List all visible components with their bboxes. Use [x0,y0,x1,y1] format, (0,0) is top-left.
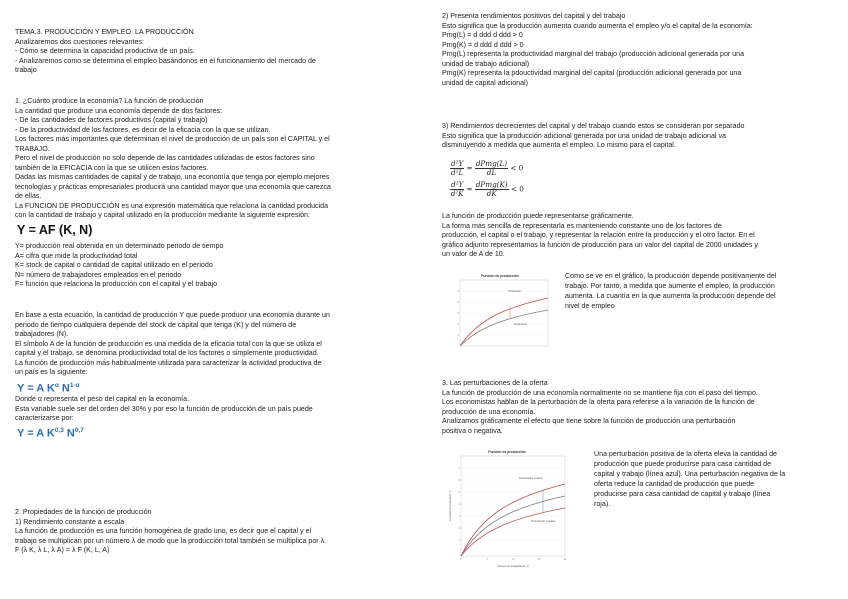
s2b-line: Esto significa que la producción aumenta cuando aumenta el empleo y/o el capital de la economía: [442,21,753,30]
svg-text:5: 5 [457,290,459,293]
supply-shock-chart [445,446,570,571]
graph-line: producción, el capital o el trabajo, y representar la relación entre la producción y el otro factor. En el [442,231,755,239]
svg-text:3: 3 [457,312,459,315]
para-line: caracterizarse por: [15,414,74,422]
graph-line: La forma más sencilla de representarla es manteniendo constante uno de los factores de [442,221,722,230]
svg-text:15: 15 [537,558,541,561]
chart-title: Función de producción [488,450,526,454]
chart1-caption-line: nivel de empleo [565,302,615,310]
para-line: capital y el trabajo. se denomina productividad total de los factores o simplemente productividad. [15,349,319,357]
svg-text:6: 6 [458,479,460,482]
s2b-line: Pmg(K) representa la pdouctividad marginal del capital (producción adicional generada por una [442,69,742,77]
s1-line: Dadas las mismas cantidades de capital y de trabajo, una economía que tenga por ejemplo mejores [15,173,330,181]
chart-label: Producción [508,290,521,293]
s4-line: producción de una economía. [442,407,536,416]
chart1-caption-line: Como se ve en el gráfico, la producción depende positivamente del [565,272,777,280]
curve-red [457,298,548,346]
section-2b-title: 2) Presenta rendimientos positivos del capital y del trabajo [442,12,626,20]
s3-line: Esto significa que la producción adicional generada por una unidad de trabajo adicional va [442,131,726,140]
para-line: En base a esta ecuación, la cantidad de producción Y que puede producir una economía durante un [15,311,330,319]
doc-title: TEMA.3. PRODUCCIÓN Y EMPLEO. LA PRODUCCIÓN [15,28,194,36]
svg-text:5: 5 [486,558,488,561]
para-line: La función de producción más habitualmente utilizada para caracterizar la actividad productiva de [15,358,322,367]
s1-line: tecnologías y prácticas empresariales producirá una cantidad mayor que una economía que carezca [15,182,331,191]
chart1-caption-line: trabajo. Por tanto, a medida que aumente el empleo, la producción [565,282,775,290]
graph-line: La función de producción puede representarse gráficamente. [442,212,634,220]
chart-label: Perturbación positiva [519,477,543,480]
chart2-caption-line: producción que puede producirse para casa cantidad de [594,460,772,468]
s4-line: La función de producción de una economía normalmente no se mantiene fija con el paso del tiempo. [442,388,758,397]
svg-text:20: 20 [563,558,567,561]
para-line: un país es la siguiente: [15,368,88,376]
svg-text:1: 1 [458,539,460,542]
s1-line: Pero el nivel de producción no solo depende de las cantidades utilizadas de estos factores sino [15,154,315,162]
s1-line: Los factores más importantes que determinan el nivel de producción de un país son el CAPITAL y el [15,135,330,143]
s1-line: también de la EFICACIA con la que se utilicen estos factores. [15,163,209,172]
definition-line: K= stock de capital o cantidad de capital utilizado en el periodo [15,261,213,269]
s4-line: Los economistas hablan de la perturbación de la oferta para referirse a la variación de la función de [442,398,755,406]
second-derivative-capital: $\frac{\text{d²Y}}{\text{d²K}}$ = $\frac{\text{dPmg(K)}}{dK}$ < 0 [450,180,524,198]
svg-text:7: 7 [458,467,460,470]
s2-line: F (λ K, λ L, λ A) = λ F (K, L, A) [15,546,110,554]
para-line: trabajadores (N). [15,330,69,338]
intro-line: - Cómo se determina la capacidad productiva de un país. [15,47,195,55]
s1-line: de ellas. [15,192,42,200]
svg-text:5: 5 [458,491,460,494]
intro-line: - Analizaremos como se determina el empleo basándonos en el funcionamiento del mercado de [15,56,316,65]
s1-line: La cantidad que produce una economía depende de dos factores: [15,106,223,115]
chart-title: Función de producción [481,274,519,278]
graph-line: gráfico adjunto representamos la función de producción para un valor del capital de 2000 unidades y [442,240,758,249]
second-derivative-labour: $\frac{\text{d²Y}}{\text{d²L}}$ = $\frac{\text{dPmg(L)}}{dL}$ < 0 [450,159,524,177]
svg-text:4: 4 [457,301,459,304]
intro-line: Analizaremos dos cuestiones relevantes: [15,37,144,46]
curve-base [458,496,565,556]
definition-line: A= cifra que mide la productividad total [15,251,138,260]
definition-line: Y= producción real obtenida en un determinado periodo de tiempo [15,242,224,250]
production-function-chart [448,270,553,355]
svg-text:1: 1 [457,334,459,337]
x-axis-label: Número de trabajadores, N [497,565,529,568]
section-3-title: 3) Rendimientos decrecientes del capital y del trabajo cuando estos se consideran por separado [442,122,745,130]
s1-line: con la cantidad de trabajo y capital utilizado en la producción mediante la siguiente expresión: [15,211,310,219]
section-2-title: 2. Propiedades de la función de producción [15,508,152,516]
graph-line: un valor de A de 10. [442,250,505,258]
para-line: El símbolo A de la función de producción es una medida de la eficacia total con la que se utiliza el [15,339,322,348]
svg-text:2: 2 [458,527,460,530]
s1-line: TRABAJO. [15,144,50,153]
s2b-line: unidad de capital adicional) [442,78,528,87]
svg-text:0: 0 [460,558,462,561]
chart1-caption-line: aumenta. La cuantía en la que aumenta la producción depende del [565,292,776,300]
para-line: Esta variable suele ser del orden del 30% y por eso la función de producción de un país puede [15,404,313,413]
formula-production: Y = AF (K, N) [17,223,93,237]
s2b-line: Pmg(L) = d ddd d ddd > 0 [442,31,523,39]
s1-line: - De la productividad de los factores, es decir de la eficacia con la que se utilizan. [15,125,271,134]
curve-negative-shock [458,508,565,556]
chart2-caption-line: oferta reduce la cantidad de producción que puede [594,480,755,488]
para-line: Donde α representa el peso del capital en la economía. [15,395,190,403]
s1-line: La FUNCION DE PRODUCCIÓN es una expresión matemática que relaciona la cantidad producida [15,201,329,210]
curve-grey [457,310,548,346]
svg-text:10: 10 [511,558,515,561]
chart-label: Perturbación negativa [531,520,556,523]
s2b-line: Pmg(L) representa la productividad marginal del trabajo (producción adicional generada por una [442,50,745,58]
s2b-line: unidad de trabajo adicional) [442,59,530,68]
s2-line: 1) Rendimiento constante a escala [15,517,125,526]
chart-label: Producción [514,323,527,326]
chart2-caption-line: producirse para casa cantidad de capital y trabajo (línea [594,490,771,498]
formula-cobb-douglas: Y = A $K^\alpha$ $N^{1-\alpha}$ [17,382,80,395]
definition-line: N= número de trabajadores empleados en el periodo [15,270,182,279]
chart2-caption-line: roja). [594,500,611,508]
s4-line: positiva o negativa. [442,426,503,435]
definition-line: F= función que relaciona la producción con el capital y el trabajo [15,280,218,288]
svg-text:2: 2 [457,323,459,326]
s1-line: - De las cantidades de factores productivos (capital y trabajo) [15,116,208,124]
s2b-line: Pmg(K) = d ddd d ddd > 0 [442,40,524,49]
s4-line: Analizamos gráficamente el efecto que tiene sobre la función de producción una perturbación [442,417,736,425]
formula-cobb-douglas-numeric: Y = A K$^{0,3}$ N$^{0,7}$ [17,427,84,440]
s2-line: trabajo se multiplican por un número λ de modo que la producción total también se multiplica por λ. [15,536,327,545]
svg-text:4: 4 [458,503,460,506]
section-4-title: 3. Las perturbaciones de la oferta [442,379,548,387]
s2-line: La función de producción es una función homogénea de grado uno, es decir que el capital y el [15,527,312,535]
section-1-title: 1. ¿Cuánto produce la economía? La función de producción [15,97,204,105]
chart2-caption-line: Una perturbación positiva de la oferta eleva la cantidad de [594,450,777,458]
s3-line: disminuyendo a medida que aumenta el empleo. Lo mismo para el capital. [442,141,676,149]
y-axis-label: Cantidad de producción, Y [449,490,452,522]
svg-text:3: 3 [458,515,460,518]
chart2-caption-line: capital y trabajo (línea azul). Una perturbación negativa de la [594,470,786,478]
intro-line: trabajo [15,66,37,74]
para-line: periodo de tiempo cualquiera depende del stock de capital que tenga (K) y del número de [15,320,297,329]
